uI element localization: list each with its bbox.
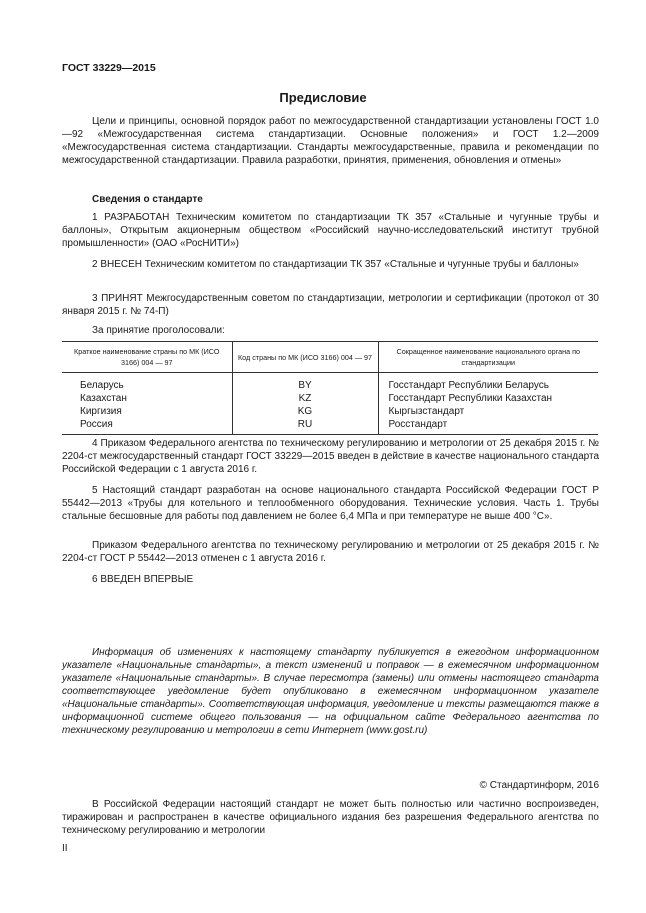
country-cell: Беларусь <box>80 380 124 391</box>
table-header-row <box>62 342 598 373</box>
intro-paragraph: Цели и принципы, основной порядок работ по межгосударственной стандартизации установлены ГОСТ 1.0—92 «Межгосударственная система стандартизации. Основные положения» и ГОСТ 1.2—2009 «Межгосударственная система стандартизации. Стандарты межгосударственные, правила и рекомендации по межгосударственной стандартизации. Правила разработки, принятия, применения, обновления и отмены» <box>62 116 599 166</box>
item-cancel: Приказом Федерального агентства по техническому регулированию и метрологии от 25 декабря 2015 г. № 2204-ст ГОСТ Р 55442—2013 отменен с 1 августа 2016 г. <box>62 540 599 564</box>
voted-label: За принятие проголосовали: <box>92 325 225 336</box>
reproduction-notice: В Российской Федерации настоящий стандарт не может быть полностью или частично воспроизведен, тиражирован и распространен в качестве официального издания без разрешения Федерального агентства по техническому регулированию и метрологии <box>62 799 599 836</box>
info-notice: Информация об изменениях к настоящему стандарту публикуется в ежегодном информационном указателе «Национальные стандарты», а текст изменений и поправок — в ежемесячном информационном указателе «Национальные стандарты». В случае пересмотра (замены) или отмены настоящего стандарта соответствующее уведомление будет опубликовано в ежемесячном информационном указателе «Национальные стандарты». Соответствующая информация, уведомление и тексты размещаются также в информационной системе общего пользования — на официальном сайте Федерального агентства по техническому регулированию и метрологии в сети Интернет (www.gost.ru) <box>62 647 599 736</box>
item-adopted: 3 ПРИНЯТ Межгосударственным советом по стандартизации, метрологии и сертификации (протокол от 30 января 2015 г. № 74-П) <box>62 293 599 317</box>
table-row <box>62 373 598 393</box>
item-introduced: 2 ВНЕСЕН Техническим комитетом по стандартизации ТК 357 «Стальные и чугунные трубы и баллоны» <box>92 259 579 270</box>
table-row <box>62 418 598 435</box>
code-cell: RU <box>232 418 378 435</box>
body-cell: Росстандарт <box>378 418 598 435</box>
item-basis: 5 Настоящий стандарт разработан на основе национального стандарта Российской Федерации ГОСТ Р 55442—2013 «Трубы для котельного и теплообменного оборудования. Технические условия. Часть 1. Трубы стальные бесшовные для работы под давлением не более 6,4 МПа и при температуре не выше 400 °С». <box>62 485 599 522</box>
page-number: II <box>62 843 68 854</box>
code-cell: BY <box>232 373 378 393</box>
country-cell: Казахстан <box>80 393 127 404</box>
code-cell: KZ <box>232 392 378 405</box>
item-first: 6 ВВЕДЕН ВПЕРВЫЕ <box>92 574 194 585</box>
about-heading: Сведения о стандарте <box>92 194 203 205</box>
country-cell: Киргизия <box>80 406 122 417</box>
section-title: Предисловие <box>279 90 367 105</box>
country-cell: Россия <box>62 418 232 435</box>
col-country-header: Краткое наименование страны по МК (ИСО 3166) 004 — 97 <box>62 342 232 373</box>
body-cell: Госстандарт Республики Казахстан <box>378 392 598 405</box>
code-cell: KG <box>232 405 378 418</box>
item-order: 4 Приказом Федерального агентства по техническому регулированию и метрологии от 25 декабря 2015 г. № 2204-ст межгосударственный стандарт ГОСТ 33229—2015 введен в действие в качестве национального стандарта Российской Федерации с 1 августа 2016 г. <box>62 438 600 475</box>
voting-table <box>62 341 598 435</box>
item-developed: 1 РАЗРАБОТАН Техническим комитетом по стандартизации ТК 357 «Стальные и чугунные трубы и баллоны», Открытым акционерным обществом «Российский научно-исследовательский институт трубной промышленности» (ОАО «РосНИТИ») <box>62 212 599 249</box>
document-code: ГОСТ 33229—2015 <box>62 62 156 74</box>
table-row <box>62 405 598 418</box>
copyright: © Стандартинформ, 2016 <box>479 780 599 791</box>
col-body-header: Сокращенное наименование национального органа по стандартизации <box>378 342 598 373</box>
body-cell: Госстандарт Республики Беларусь <box>378 373 598 393</box>
body-cell: Кыргызстандарт <box>378 405 598 418</box>
col-code-header: Код страны по МК (ИСО 3166) 004 — 97 <box>232 342 378 373</box>
table-row <box>62 392 598 405</box>
